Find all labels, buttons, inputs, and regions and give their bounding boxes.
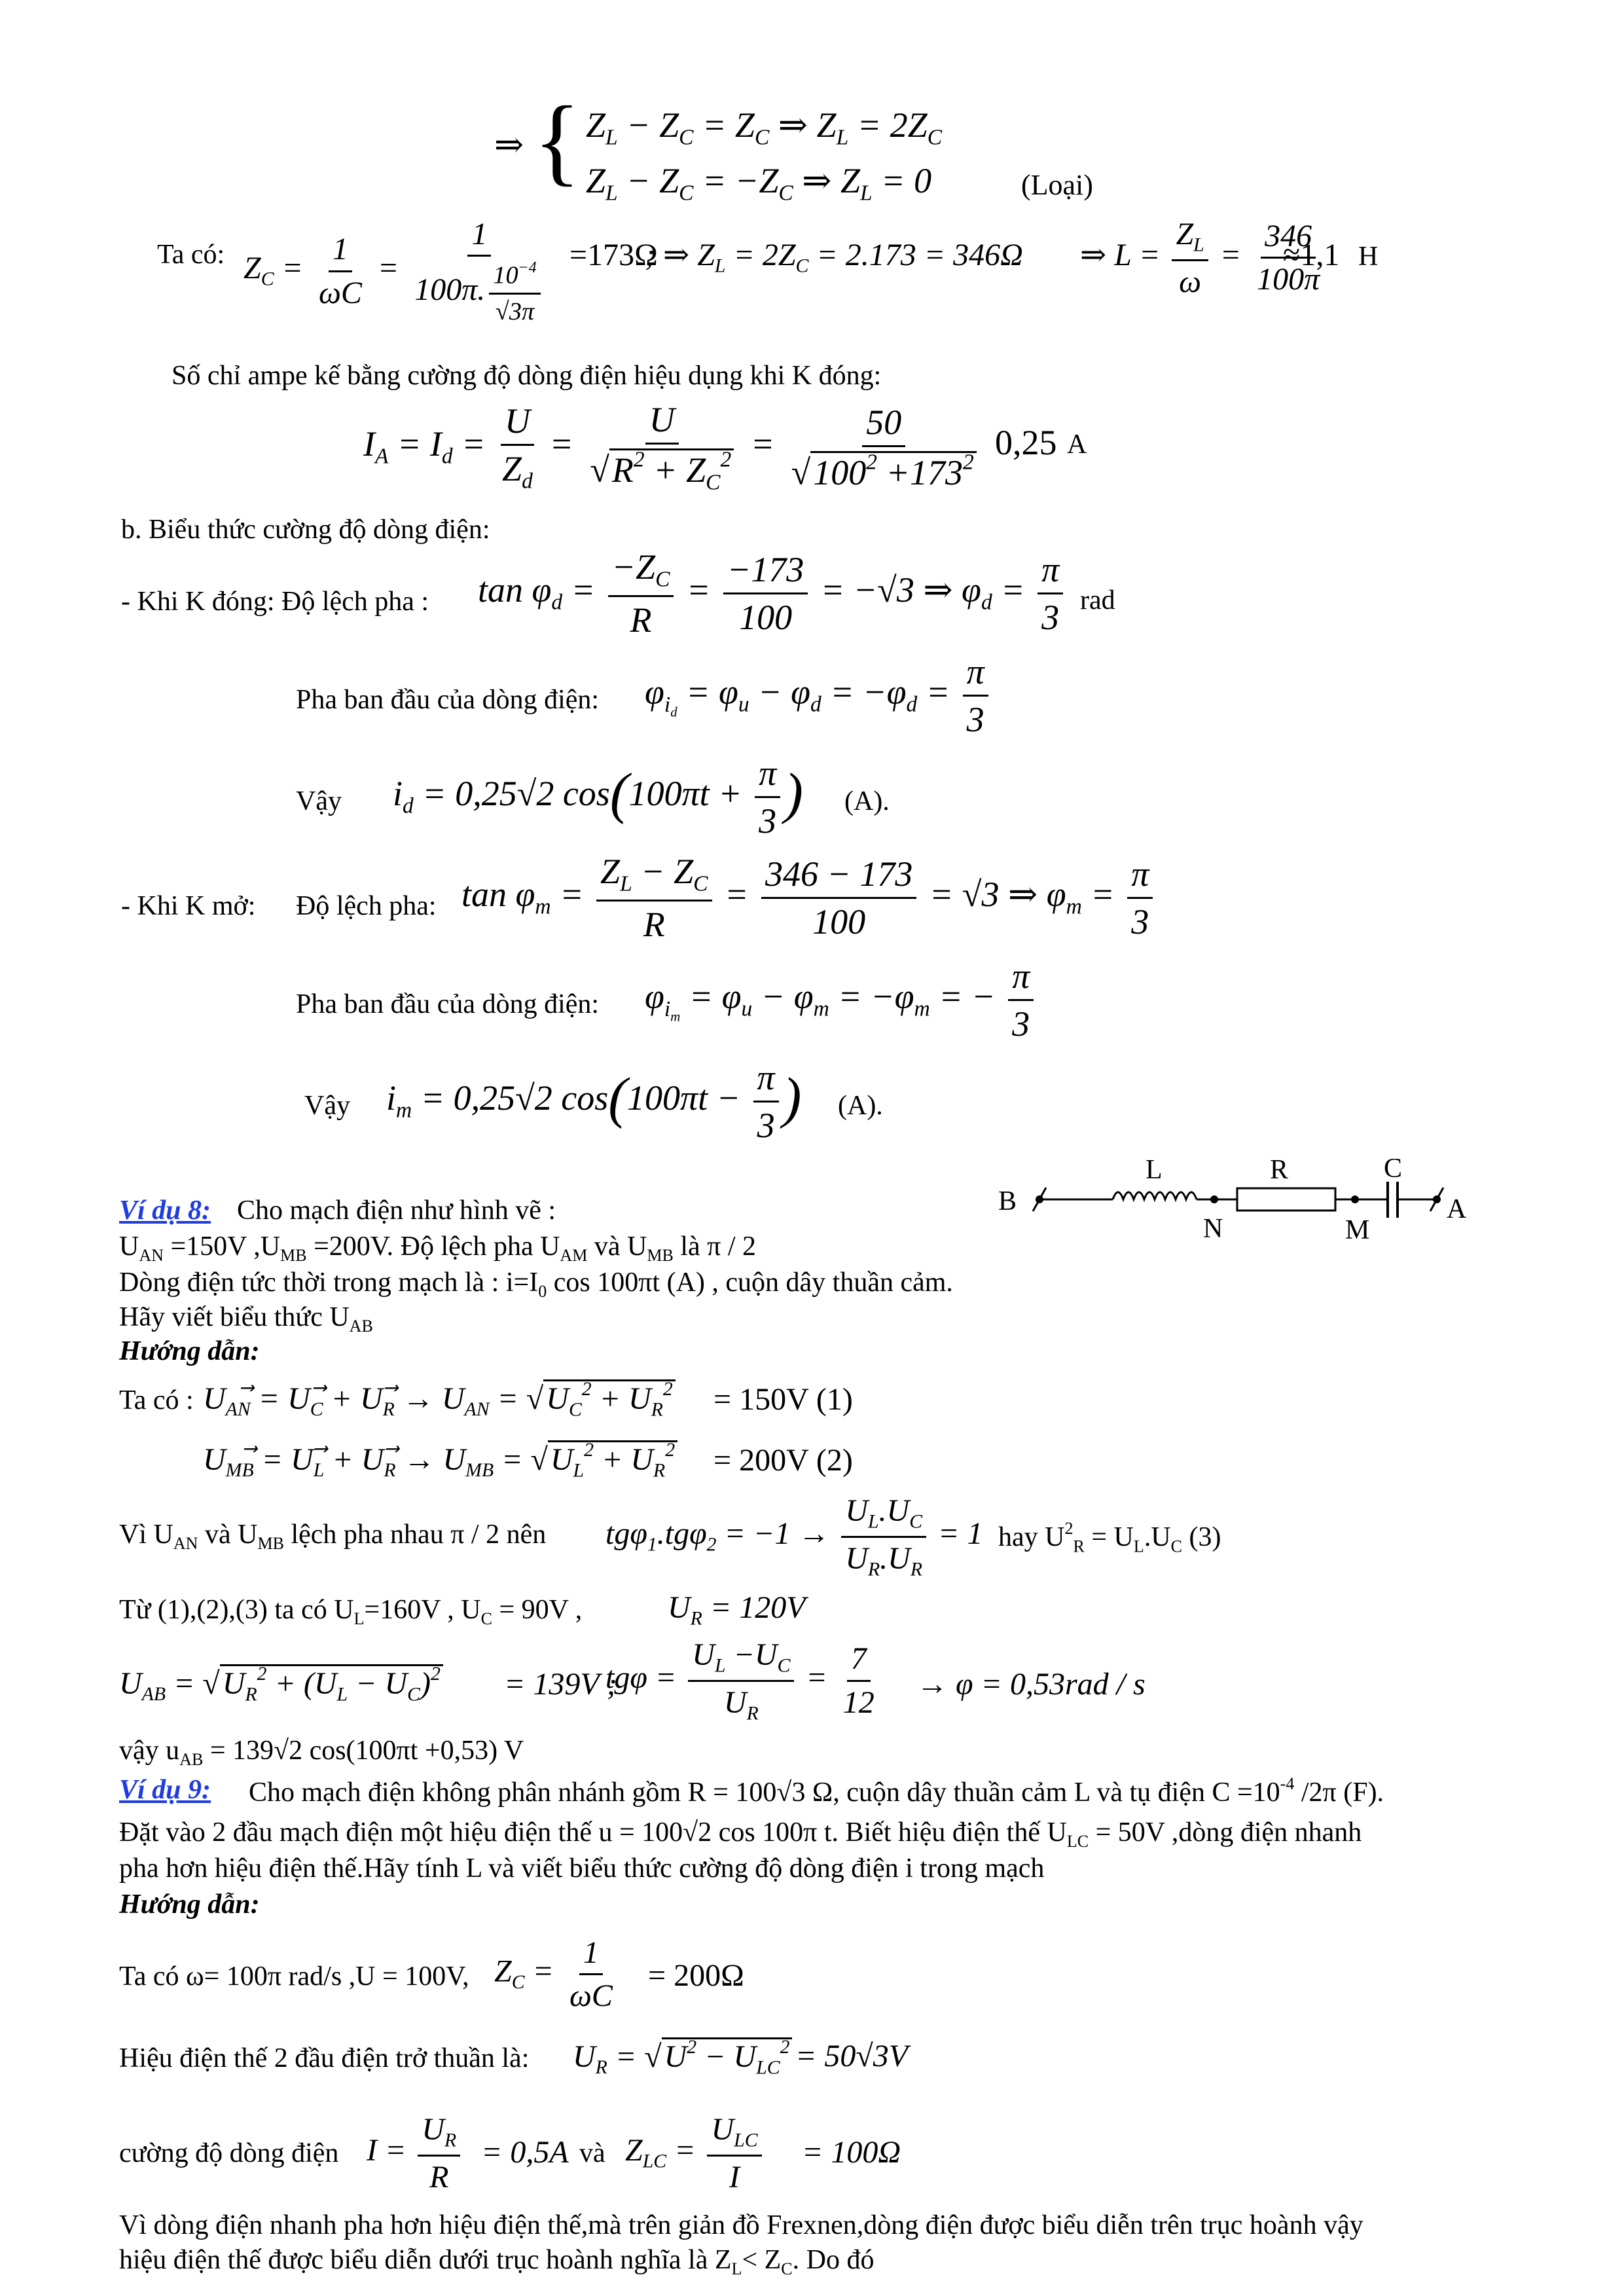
inductor-coil (1113, 1192, 1197, 1199)
circuit-label-m: M (1345, 1215, 1370, 1245)
closed-vay: Vậy (296, 786, 342, 816)
ampere-unit: A (1067, 429, 1087, 460)
ex8-eq2-result: = 200V (2) (713, 1443, 853, 1478)
ex8-uab-result: = 139V ; (504, 1667, 617, 1702)
circuit-label-b: B (998, 1186, 1017, 1216)
ex8-vi-tail: hay $U^2_R = U_L.U_C$ (3) (998, 1519, 1221, 1556)
circuit-label-c: C (1384, 1159, 1403, 1184)
closed-rad: rad (1080, 585, 1115, 615)
ex8-text2: $U_{AN} =150V$ $,U_{MB} =200V$. Độ lệch pha $U_{AM}$ và $U_{MB}$ là π / 2 (119, 1231, 757, 1266)
system-line-1: $Z_L - Z_C = Z_C$ ⇒ $Z_L = 2Z_C$ (586, 105, 943, 150)
ex9-zlc-formula: $Z_{LC}$ = $\frac{U_{LC}}{I}$ (625, 2111, 766, 2195)
ex8-eq1-lead: Ta có : (119, 1385, 194, 1415)
circuit-label-r: R (1270, 1159, 1289, 1185)
ex9-zlc-val: = 100Ω (802, 2135, 901, 2170)
ex8-uab-formula: $U_{AB} = √U_R^2 + (U_L - U_C)^2$ (119, 1663, 443, 1705)
zc-lead: Ta có: (157, 240, 225, 270)
ex8-vay-uab: vậy $u_{AB} = 139√2$ cos(100πt +0,53) V (119, 1736, 524, 1770)
ex9-i-formula: I = $\frac{U_R}{R}$ (367, 2111, 464, 2195)
ex9-va: và (579, 2138, 605, 2168)
ex9-ur-lead: Hiệu điện thế 2 đầu điện trở thuần là: (119, 2043, 530, 2073)
open-phase-formula: $\tan \varphi_m$ = $\frac{Z_L - Z_C}{R}$ = $\frac{346 - 173}{100}$ = √3 ⇒ $\varphi_m$ = $\frac{\pi}{3}$ (461, 851, 1157, 945)
system-line-2: $Z_L - Z_C = -Z_C$ ⇒ $Z_L = 0$ (586, 161, 932, 206)
ex9-guide: Hướng dẫn: (119, 1889, 260, 1920)
ex8-label: Ví dụ 8: (119, 1195, 211, 1226)
open-current-expr: $i_m = 0,25√2$ cos(100πt − $\frac{\pi}{3}$ ) (386, 1058, 802, 1146)
ex9-text1: Cho mạch điện không phân nhánh gồm R = 100√3 Ω, cuộn dây thuần cảm L và tụ điện $C =10^{-4}$ /2π (F). (249, 1774, 1384, 1808)
implies-arrow: ⇒ (494, 125, 524, 164)
closed-initial-phase: $\varphi_{i_d} = \varphi_u - \varphi_d = -\varphi_d$ = $\frac{\pi}{3}$ (645, 651, 992, 740)
loai-note: (Loại) (1021, 169, 1093, 201)
open-initial-phase: $\varphi_{i_m} = \varphi_u - \varphi_m = -\varphi_m$ = − $\frac{\pi}{3}$ (645, 956, 1038, 1044)
ex9-ur-formula: $U_R = √U^2 - U_{LC}^2$ (573, 2036, 792, 2079)
circuit-label-l: L (1146, 1159, 1163, 1185)
ex8-eq1: $U_{AN}⃗$ = $U_C⃗$ + $U_R⃗ \to U_{AN} = √U_C^2 + U_R^2$ (203, 1378, 676, 1421)
ex9-i-lead: cường độ dòng điện (119, 2138, 339, 2168)
closed-current-expr: $i_d = 0,25√2$ cos(100πt + $\frac{\pi}{3}$ ) (393, 754, 803, 841)
circuit-diagram (988, 1159, 1473, 1250)
open-phase-label: Độ lệch pha: (296, 891, 437, 921)
resistor (1237, 1188, 1335, 1211)
closed-lead: - Khi K đóng: Độ lệch pha : (121, 587, 429, 617)
open-unit: (A). (838, 1091, 883, 1121)
ex8-ur: $U_R = 120V$ (668, 1590, 806, 1630)
ex8-text1: Cho mạch điện như hình vẽ : (237, 1195, 556, 1226)
l-result: ≈1,1 (1283, 238, 1340, 272)
ex8-phi-formula: tgφ = $\frac{U_L -U_C}{U_R}$ = $\frac{7}{12}$ (605, 1637, 875, 1724)
ex9-text2: Đặt vào 2 đầu mạch điện một hiệu điện thế u = 100√2 cos 100π t. Biết hiệu điện thế $U_{LC} = 50V$ ,dòng điện nhanh (119, 1817, 1362, 1851)
ex9-text3: pha hơn hiệu điện thế.Hãy tính L và viết biểu thức cường độ dòng điện i trong mạch (119, 1853, 1045, 1884)
ex8-vi-lead: Vì $U_{AN}$ và $U_{MB}$ lệch pha nhau π / 2 nên (119, 1520, 547, 1554)
l-unit: H (1358, 242, 1379, 272)
ex9-zc-formula: $Z_C$ = $\frac{1}{\omega C}$ (494, 1935, 613, 2014)
ex9-i-val: = 0,5A (481, 2135, 569, 2170)
circuit-label-n: N (1203, 1214, 1223, 1244)
zl-result: ; ⇒ $Z_L = 2Z_C = 2.173 = 346\Omega$ (645, 238, 1023, 277)
ex8-phi-result: → φ = 0,53rad / s (916, 1667, 1146, 1702)
system-brace: { (533, 86, 581, 195)
ex9-ur-val: = 50√3V (795, 2039, 909, 2073)
ex9-omega: Ta có ω= 100π rad/s ,U = 100V, (119, 1961, 469, 1992)
zc-formula: $Z_C$ = $\frac{1}{\omega C}$ = 1 100π. $\frac{10^{-4}}{√3\pi}$ (244, 216, 552, 326)
ampere-formula: $I_A = I_d$ = $\frac{U}{Z_d}$ = $\frac{U}{√R^2 + Z_C^2}$ = $\frac{50}{√100^2 +173^2}$ (363, 399, 984, 496)
ex9-label: Ví dụ 9: (119, 1775, 211, 1805)
ex8-eq1-result: = 150V (1) (713, 1382, 853, 1417)
node-n (1210, 1195, 1218, 1203)
closed-phase-formula: $\tan \varphi_d$ = $\frac{-Z_C}{R}$ = $\frac{-173}{100}$ = −√3 ⇒ $\varphi_d$ = $\frac{\pi}{3}$ (478, 547, 1067, 640)
open-phase-lead: Pha ban đầu của dòng điện: (296, 989, 600, 1019)
ampere-result: 0,25 (995, 423, 1057, 462)
ampere-text: Số chỉ ampe kế bằng cường độ dòng điện hiệu dụng khi K đóng: (171, 361, 882, 391)
ex9-last2: hiệu điện thế được biểu diễn dưới trục hoành nghĩa là $Z_L< Z_C$. Do đó (119, 2245, 875, 2279)
ex8-text4: Hãy viết biểu thức $U_{AB}$ (119, 1302, 373, 1336)
ex8-text3: Dòng điện tức thời trong mạch là : $i=I_0$ cos 100πt (A) , cuộn dây thuần cảm. (119, 1267, 953, 1302)
circuit-label-a: A (1447, 1194, 1467, 1224)
open-vay: Vậy (304, 1091, 350, 1121)
ex8-tan-product: tgφ$_1$.tgφ$_2$ = −1 → $\frac{U_L.U_C}{U_R.U_R}$ = 1 (605, 1493, 983, 1580)
ex8-tu: Từ (1),(2),(3) ta có $U_L=160V$ , $U_C = 90V$ , (119, 1595, 583, 1629)
ex8-eq2: $U_{MB}⃗$ = $U_L⃗$ + $U_R⃗ \to U_{MB} = √U_L^2 + U_R^2$ (203, 1439, 677, 1482)
ex9-last1: Vì dòng điện nhanh pha hơn hiệu điện thế,mà trên giản đồ Frexnen,dòng điện được biểu diễn trên trục hoành vậy (119, 2210, 1363, 2240)
l-formula: ⇒ L = $\frac{Z_L}{\omega}$ = $\frac{346}{100\pi}$ (1080, 217, 1320, 299)
ex8-guide: Hướng dẫn: (119, 1336, 260, 1366)
closed-phase-lead: Pha ban đầu của dòng điện: (296, 685, 600, 715)
zc-result: =173Ω (569, 238, 658, 272)
part-b-title: b. Biểu thức cường độ dòng điện: (121, 515, 490, 545)
ex9-zc: = 200Ω (648, 1958, 744, 1993)
node-m (1351, 1195, 1359, 1203)
open-lead: - Khi K mở: (121, 891, 256, 921)
closed-unit: (A). (844, 786, 890, 816)
